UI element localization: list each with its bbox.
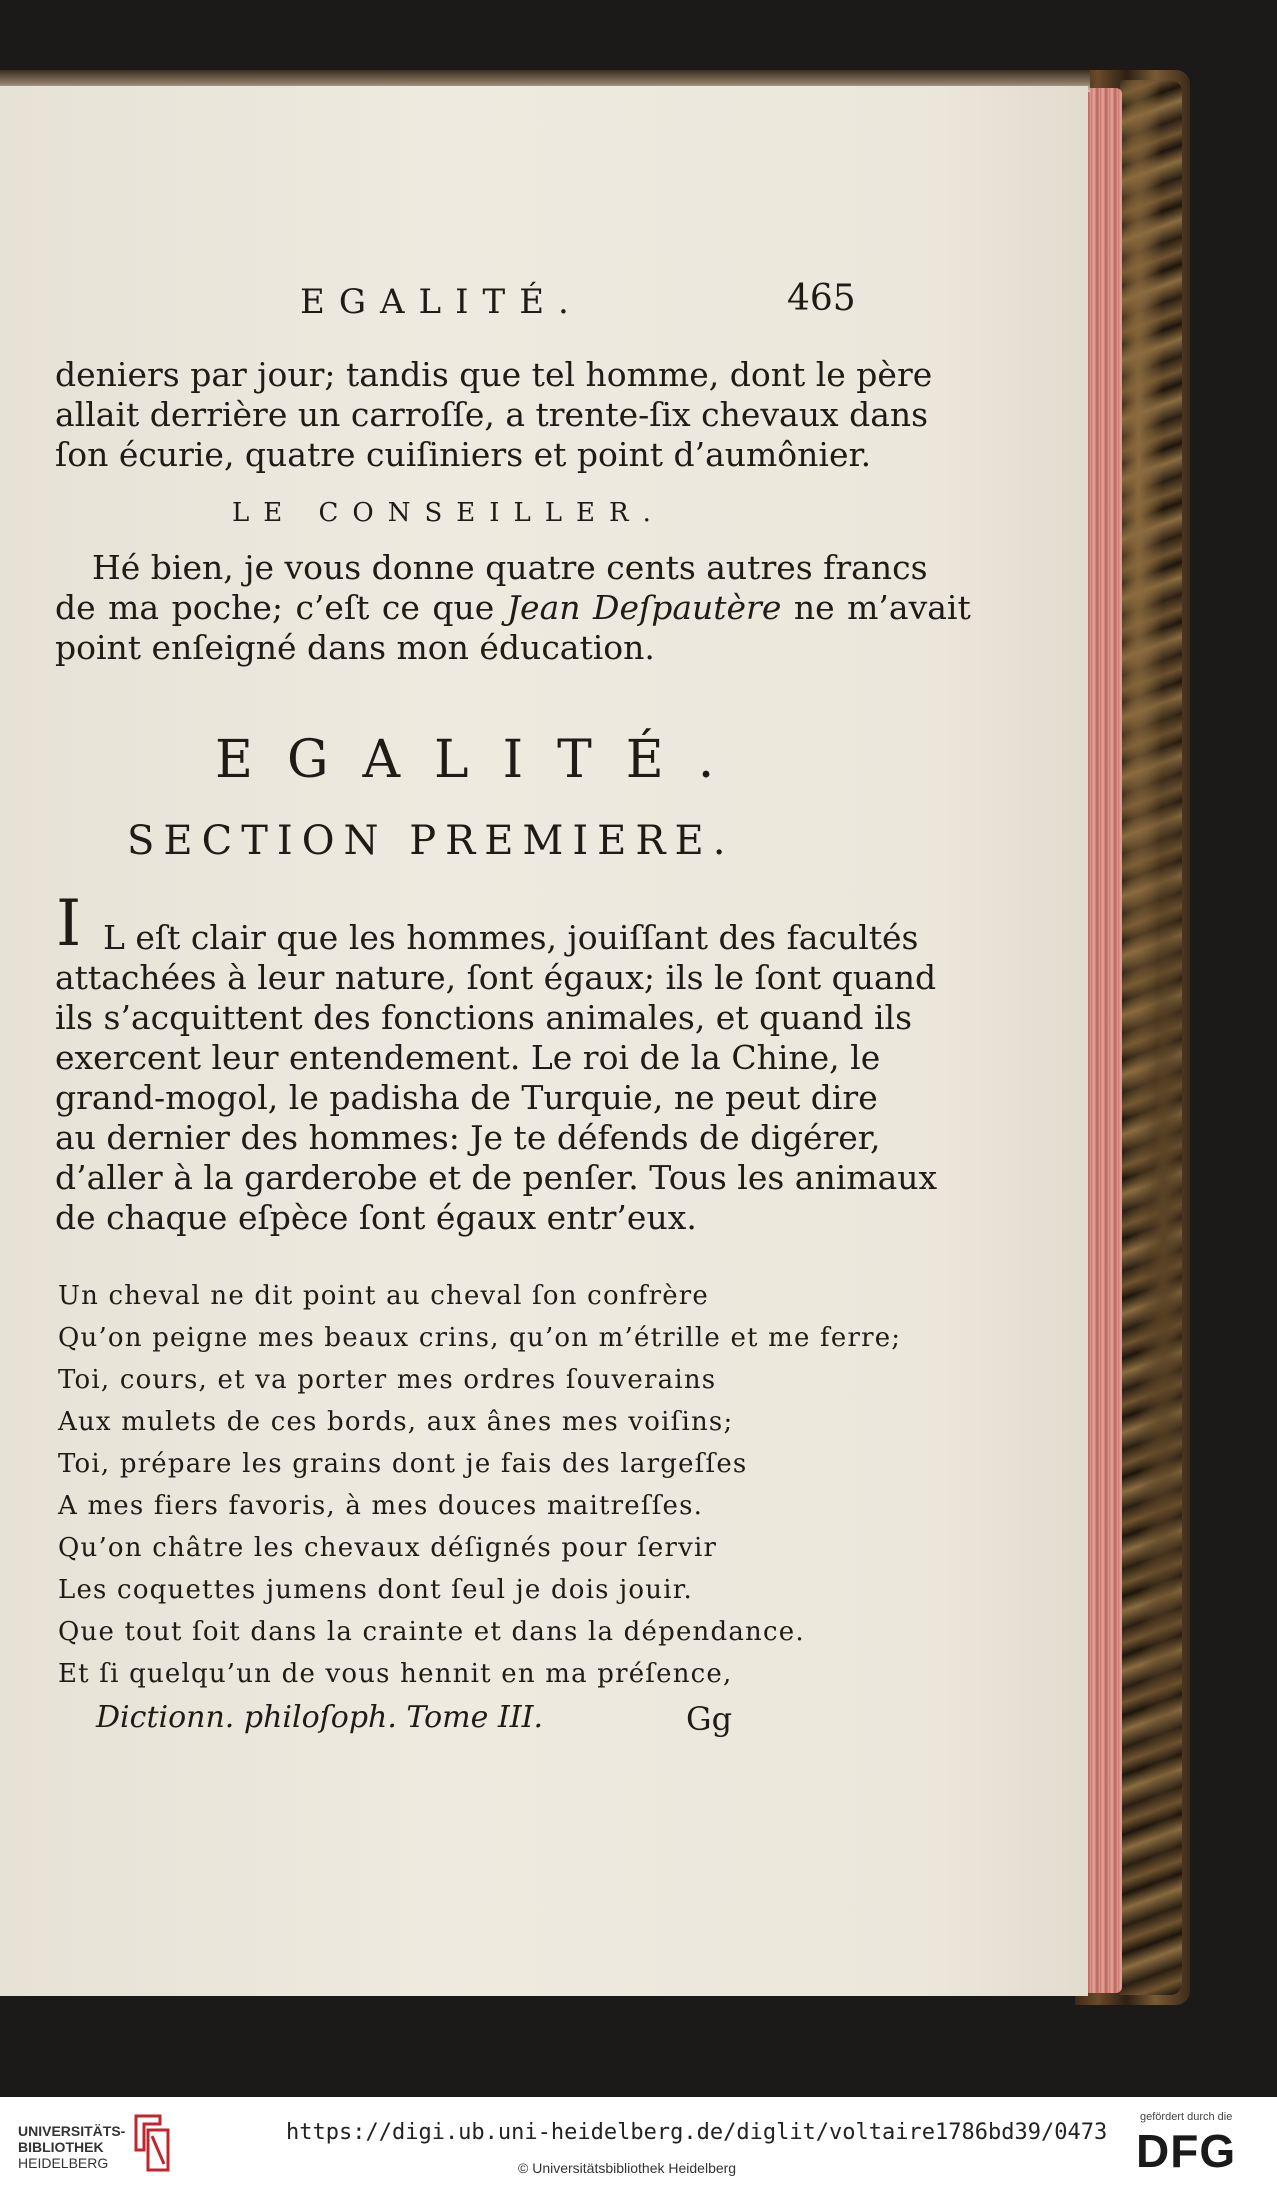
drop-cap: I: [56, 887, 82, 961]
page-number: 465: [787, 278, 856, 319]
text-line: ils s’acquittent des fonctions animales, et quand ils: [55, 998, 913, 1037]
section-heading: SECTION PREMIERE.: [127, 818, 735, 864]
article-heading: EGALITÉ.: [215, 730, 749, 790]
verse-line: A mes fiers favoris, à mes douces maitreſſes.: [58, 1491, 704, 1521]
text-line: Hé bien, je vous donne quatre cents autres francs: [92, 548, 928, 587]
verse-line: Les coquettes jumens dont ſeul je dois jouir.: [58, 1575, 693, 1605]
verse-line: Que tout ſoit dans la crainte et dans la dépendance.: [58, 1617, 805, 1647]
verse-line: Aux mulets de ces bords, aux ânes mes voiſins;: [58, 1407, 734, 1437]
logo-line: UNIVERSITÄTS-: [18, 2123, 126, 2139]
text-line: allait derrière un carroſſe, a trente-ſix chevaux dans: [55, 395, 929, 434]
verse-line: Qu’on peigne mes beaux crins, qu’on m’étrille et me ferre;: [58, 1323, 902, 1353]
speaker-label: LE CONSEILLER.: [232, 498, 665, 528]
dfg-logo: DFG: [1136, 2125, 1237, 2177]
verse-line: Et ſi quelqu’un de vous hennit en ma préſence,: [58, 1659, 733, 1689]
copyright-notice: © Universitätsbibliothek Heidelberg: [518, 2160, 737, 2176]
permalink-url[interactable]: https://digi.ub.uni-heidelberg.de/diglit/voltaire1786bd39/0473: [286, 2120, 1108, 2145]
dfg-caption: gefördert durch die: [1140, 2111, 1233, 2123]
library-logo-text: [18, 2123, 125, 2171]
text-line: ſon écurie, quatre cuiſiniers et point d’aumônier.: [55, 435, 872, 474]
text-line: deniers par jour; tandis que tel homme, dont le père: [55, 355, 933, 394]
verse-line: Qu’on châtre les chevaux déſignés pour ſervir: [58, 1533, 718, 1563]
text-segment: ne m’avait: [781, 588, 971, 627]
text-line: grand-mogol, le padisha de Turquie, ne peut dire: [55, 1078, 878, 1117]
library-logo-icon: [130, 2110, 174, 2176]
text-line: au dernier des hommes: Je te défends de digérer,: [55, 1118, 881, 1157]
signature-mark: Gg: [686, 1700, 733, 1738]
text-line: [55, 588, 971, 628]
text-line: de chaque eſpèce ſont égaux entr’eux.: [55, 1198, 697, 1237]
verse-line: Un cheval ne dit point au cheval ſon confrère: [58, 1281, 709, 1311]
logo-line: HEIDELBERG: [18, 2155, 109, 2171]
text-line: exercent leur entendement. Le roi de la Chine, le: [55, 1038, 881, 1077]
logo-line: BIBLIOTHEK: [18, 2139, 104, 2155]
text-segment: de ma poche; c’eſt ce que: [55, 588, 507, 627]
footer-title: Dictionn. philoſoph. Tome III.: [96, 1700, 543, 1735]
verse-line: Toi, cours, et va porter mes ordres ſouverains: [58, 1365, 717, 1395]
italic-name: Jean Deſpautère: [506, 588, 782, 627]
text-line: point enſeigné dans mon éducation.: [55, 628, 655, 667]
text-line: L eſt clair que les hommes, jouiſſant des facultés: [103, 918, 919, 957]
text-line: d’aller à la garderobe et de penſer. Tous les animaux: [55, 1158, 938, 1197]
verse-line: Toi, prépare les grains dont je fais des largeſſes: [58, 1449, 748, 1479]
running-title: EGALITÉ.: [300, 282, 583, 322]
text-line: attachées à leur nature, ſont égaux; ils le ſont quand: [55, 958, 937, 997]
